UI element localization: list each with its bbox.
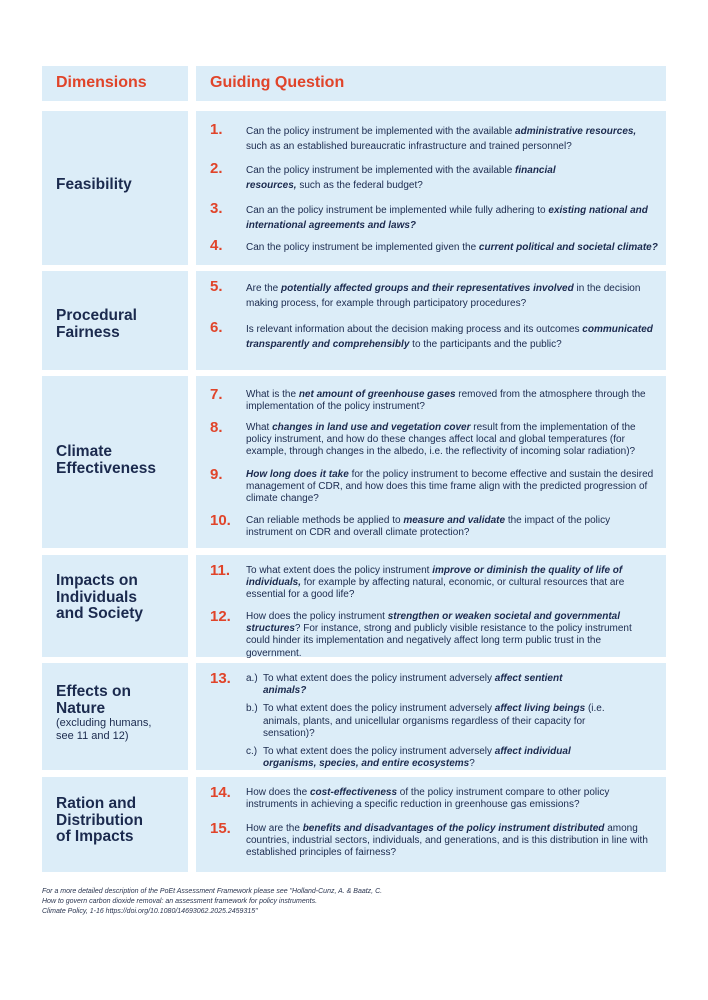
question-text: Is relevant information about the decision making process and its outcomes communicated transparently and comprehensibly to the participants and the public? (246, 324, 653, 350)
footnote (42, 887, 382, 917)
question-text: What changes in land use and vegetation cover result from the implementation of the policy instrument, and how do these changes affect local and global temperatures (for example, through changes in the albedo, i.e. the reflectivity of incoming solar radiation)? (246, 422, 636, 458)
footnote-line-1: For a more detailed description of the PoEt Assessment Framework please see "Holland-Cunz, A. & Baatz, C. (42, 888, 383, 895)
question-number: 9. (210, 466, 223, 483)
dimension-cell-climate-effectiveness (42, 376, 188, 548)
question-number: 4. (210, 237, 223, 254)
dimension-effects-title: Effects on Nature (56, 683, 131, 717)
question-text: How long does it take for the policy instrument to become effective and sustain the desired management of CDR, and how does this time frame align with the predicted progression of climate change? (246, 469, 654, 505)
dimension-cell-procedural-fairness (42, 271, 188, 370)
question-number: 6. (210, 319, 223, 336)
question-number: 12. (210, 608, 231, 625)
questions-cell-impacts (196, 555, 666, 657)
dimension-cell-impacts (42, 555, 188, 657)
header-guiding-question-cell (196, 66, 666, 101)
dimension-procedural-fairness: Procedural Fairness (56, 307, 137, 341)
question-number: 1. (210, 121, 223, 138)
dimension-ration-distribution: Ration and Distribution of Impacts (56, 795, 143, 846)
question-text: Can reliable methods be applied to measure and validate the impact of the policy instrument on CDR and overall climate protection? (246, 515, 611, 539)
question-number: 15. (210, 820, 231, 837)
sub-question-b: b.) To what extent does the policy instrument adversely affect living beings (i.e. animals, plants, and unicellular organisms regardless of their capacity for sensation)? (246, 703, 605, 739)
question-number: 3. (210, 200, 223, 217)
sub-question-a: a.) To what extent does the policy instrument adversely affect sentient animals? (246, 673, 563, 697)
question-number: 10. (210, 512, 231, 529)
question-text: How does the cost-effectiveness of the policy instrument compare to other policy instruments in achieving a specific reduction in greenhouse gas emissions? (246, 787, 610, 811)
footnote-line-3[interactable]: Climate Policy, 1-16 https://doi.org/10.1080/14693062.2025.2459315" (42, 908, 258, 916)
dimension-climate-effectiveness: Climate Effectiveness (56, 443, 156, 477)
question-number: 14. (210, 784, 231, 801)
question-text (246, 673, 608, 770)
sub-question-c: c.) To what extent does the policy instrument adversely affect individual organisms, species, and entire ecosystems? (246, 745, 571, 770)
header-dimensions-cell (42, 66, 188, 101)
question-number: 5. (210, 278, 223, 295)
question-number: 2. (210, 160, 223, 177)
dimension-effects-on-nature (56, 683, 152, 743)
question-number: 13. (210, 670, 231, 687)
questions-cell-climate-effectiveness (196, 376, 666, 548)
question-text: What is the net amount of greenhouse gases removed from the atmosphere through the implementation of the policy instrument? (246, 389, 646, 413)
question-number: 8. (210, 419, 223, 436)
question-number: 7. (210, 386, 223, 403)
header-dimensions: Dimensions (56, 74, 147, 91)
question-text: Can an the policy instrument be implemented while fully adhering to existing national and international agreements and laws? (246, 205, 648, 231)
questions-cell-feasibility (196, 111, 666, 265)
question-text: Can the policy instrument be implemented with the available financial resources, such as the federal budget? (246, 165, 556, 191)
dimension-impacts: Impacts on Individuals and Society (56, 572, 143, 623)
questions-cell-ration-distribution (196, 777, 666, 872)
question-text: Are the potentially affected groups and their representatives involved in the decision making process, for example through participatory procedures? (246, 283, 641, 309)
question-text: How are the benefits and disadvantages of the policy instrument distributed among countries, industrial sectors, individuals, and generations, and is this distribution in line with established principles of fairness? (246, 823, 648, 859)
questions-cell-procedural-fairness (196, 271, 666, 370)
questions-cell-effects-on-nature (196, 663, 666, 770)
dimension-note: (excluding humans, see 11 and 12) (56, 717, 152, 743)
question-text: To what extent does the policy instrument improve or diminish the quality of life of individuals, for example by affecting natural, economic, or cultural resources that are essential for a good life? (246, 565, 625, 601)
footnote-line-2: How to govern carbon dioxide removal: an assessment framework for policy instruments. (42, 898, 318, 906)
dimension-feasibility: Feasibility (56, 176, 132, 193)
dimension-cell-effects-on-nature (42, 663, 188, 770)
dimension-cell-ration-distribution (42, 777, 188, 872)
question-text: Can the policy instrument be implemented with the available administrative resources, such as an established bureaucratic infrastructure and trained personnel? (246, 126, 637, 152)
dimension-cell-feasibility (42, 111, 188, 265)
question-text: How does the policy instrument strengthen or weaken societal and governmental structures? For instance, strong and publicly visible resistance to the policy instrument could hinder its implementation and negatively affect long term public trust in the government. (246, 611, 632, 659)
header-guiding-question: Guiding Question (210, 74, 345, 91)
question-text: Can the policy instrument be implemented given the current political and societal climate? (246, 242, 658, 253)
question-number: 11. (210, 562, 231, 579)
